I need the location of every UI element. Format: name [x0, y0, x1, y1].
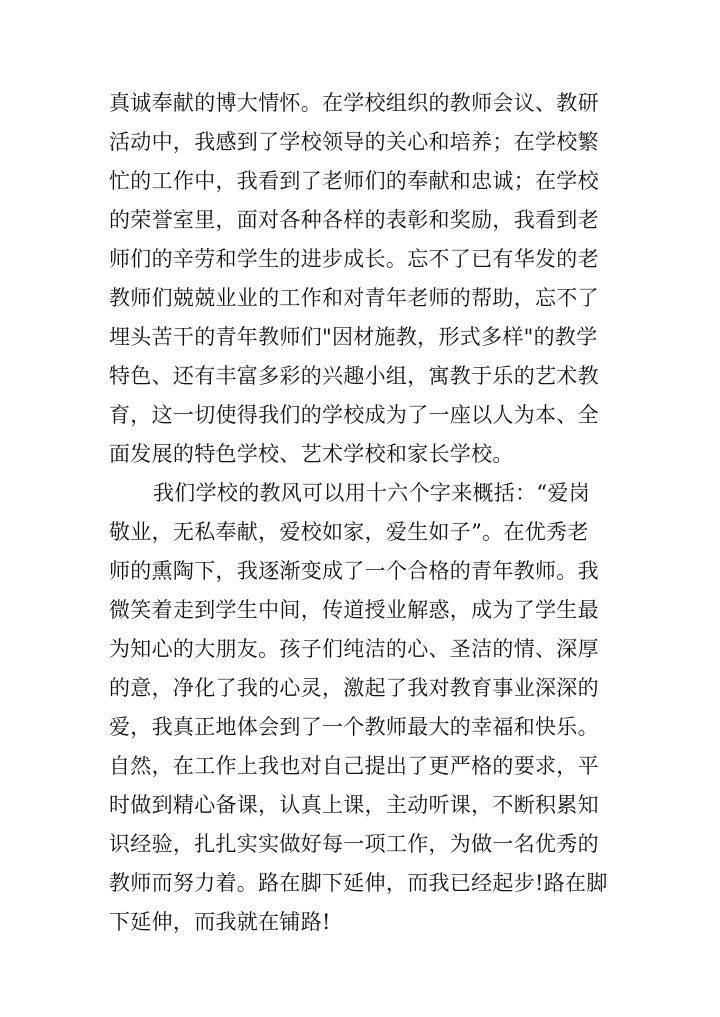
- text-line: 教师们兢兢业业的工作和对青年老师的帮助，忘不了: [109, 286, 599, 310]
- text-line: 忙的工作中，我看到了老师们的奉献和忠诚；在学校: [109, 169, 599, 193]
- text-line: 识经验，扎扎实实做好每一项工作，为做一名优秀的: [109, 832, 599, 856]
- text-line: 下延伸，而我就在铺路!: [109, 910, 331, 934]
- text-line: 特色、还有丰富多彩的兴趣小组，寓教于乐的艺术教: [109, 364, 599, 388]
- document-body: [109, 84, 613, 942]
- text-line: 面发展的特色学校、艺术学校和家长学校。: [109, 442, 514, 466]
- text-line: 爱，我真正地体会到了一个教师最大的幸福和快乐。: [109, 715, 599, 739]
- text-line: 教师而努力着。路在脚下延伸，而我已经起步!路在脚: [109, 871, 608, 895]
- paragraph-start-line: 我们学校的教风可以用十六个字来概括：“爱岗: [153, 481, 591, 505]
- text-line: 微笑着走到学生中间，传道授业解惑，成为了学生最: [109, 598, 599, 622]
- text-line: 活动中，我感到了学校领导的关心和培养；在学校繁: [109, 130, 599, 154]
- text-line: 师的熏陶下，我逐渐变成了一个合格的青年教师。我: [109, 559, 599, 583]
- text-line: 师们的辛劳和学生的进步成长。忘不了已有华发的老: [109, 247, 599, 271]
- text-line: 时做到精心备课，认真上课，主动听课，不断积累知: [109, 793, 599, 817]
- text-line: 自然，在工作上我也对自己提出了更严格的要求，平: [109, 754, 599, 778]
- text-line: 敬业，无私奉献，爱校如家，爱生如子”。在优秀老: [109, 520, 589, 544]
- text-line: 为知心的大朋友。孩子们纯洁的心、圣洁的情、深厚: [109, 637, 599, 661]
- text-line: 的意，净化了我的心灵，激起了我对教育事业深深的: [109, 676, 599, 700]
- text-line: 真诚奉献的博大情怀。在学校组织的教师会议、教研: [109, 91, 599, 115]
- text-line: 的荣誉室里，面对各种各样的表彰和奖励，我看到老: [109, 208, 599, 232]
- text-line: 育，这一切使得我们的学校成为了一座以人为本、全: [109, 403, 599, 427]
- text-line: 埋头苦干的青年教师们"因材施教，形式多样"的教学: [109, 325, 598, 349]
